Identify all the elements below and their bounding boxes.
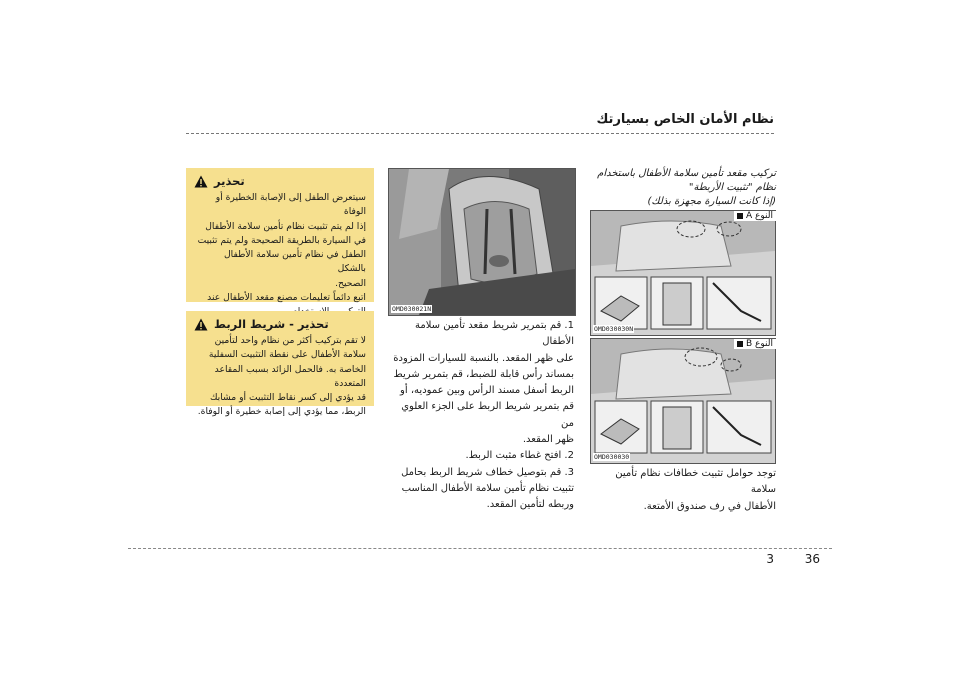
warning-line: اتبع دائماً تعليمات مصنع مقعد الأطفال عند bbox=[207, 292, 366, 304]
warning-title: تحذير bbox=[214, 174, 245, 188]
child-seat-photo bbox=[388, 168, 576, 316]
step-line: ظهر المقعد. bbox=[522, 434, 574, 446]
bullet-square-icon bbox=[737, 341, 743, 347]
figure-type-b bbox=[590, 338, 776, 464]
figure-b-label-wrap bbox=[734, 339, 776, 349]
warning-line: في السيارة بالطريقة الصحيحة ولم يتم تثبيت bbox=[197, 234, 366, 246]
page-number: 36 bbox=[804, 552, 820, 566]
page-header-title: نظام الأمان الخاص بسيارتك bbox=[596, 112, 774, 127]
warning-line: إذا لم يتم تثبيت نظام تأمين سلامة الأطفال bbox=[205, 220, 366, 232]
warning-line: الخاصة به. فالحمل الزائد بسبب المقاعد المتعددة bbox=[214, 363, 366, 389]
figure-type-a bbox=[590, 210, 776, 336]
step-line: قم بتمرير شريط الربط على الجزء العلوي من bbox=[401, 401, 574, 429]
step-line: 2. افتح غطاء مثبت الربط. bbox=[465, 450, 574, 462]
warning-line: لا تقم بتركيب أكثر من نظام واحد لتأمين bbox=[214, 335, 366, 346]
install-heading-line: نظام "تثبيت الأربطة" bbox=[688, 182, 776, 193]
warning-text bbox=[194, 191, 366, 320]
figure-b-code: OMD030030 bbox=[594, 453, 630, 461]
child-seat-illustration bbox=[389, 169, 575, 315]
footer-divider bbox=[128, 548, 832, 549]
step-line: 3. قم بتوصيل خطاف شريط الربط بحامل bbox=[401, 466, 574, 478]
figure-a-code: OMD030030N bbox=[594, 325, 634, 333]
caption-line: الأطفال في رف صندوق الأمتعة. bbox=[643, 500, 776, 512]
step-line: بمساند رأس قابلة للضبط، قم بتمرير شريط bbox=[393, 368, 574, 380]
bullet-square-icon bbox=[737, 213, 743, 219]
warning-line: الطفل في نظام تأمين سلامة الأطفال بالشكل bbox=[223, 249, 366, 275]
photo-code: OMD030021N bbox=[392, 305, 432, 313]
tether-warning-text bbox=[194, 334, 366, 420]
figure-a-label: النوع A bbox=[745, 211, 773, 221]
section-number: 3 bbox=[766, 552, 774, 566]
warning-line: قد يؤدي إلى كسر نقاط التثبيت أو مشابك bbox=[209, 392, 366, 404]
figure-b-label: النوع B bbox=[745, 339, 773, 349]
step-line: تثبيت نظام تأمين سلامة الأطفال المناسب bbox=[401, 482, 574, 494]
step-line: وربطه لتأمين المقعد. bbox=[486, 499, 574, 511]
header-divider bbox=[186, 133, 774, 134]
step-line: 1. قم بتمرير شريط مقعد تأمين سلامة الأطفال bbox=[414, 320, 574, 348]
install-heading-line: (إذا كانت السيارة مجهزة بذلك) bbox=[647, 196, 776, 207]
warning-line: سيتعرض الطفل إلى الإصابة الخطيرة أو الوفاة bbox=[215, 192, 366, 218]
tether-warning-title-row bbox=[194, 317, 366, 331]
warning-line: الصحيح. bbox=[335, 277, 366, 289]
figure-caption bbox=[588, 466, 776, 515]
warning-line: سلامة الأطفال على نقطة التثبيت السفلية bbox=[208, 349, 366, 361]
step-line: على ظهر المقعد. بالنسبة للسيارات المزودة bbox=[393, 352, 574, 364]
warning-triangle-icon bbox=[194, 318, 208, 331]
warning-box bbox=[186, 168, 374, 302]
install-heading bbox=[588, 167, 776, 209]
tether-warning-title: تحذير - شريط الربط bbox=[214, 317, 329, 331]
figure-a-label-wrap bbox=[734, 211, 776, 221]
step-line: الربط أسفل مسند الرأس وبين عموديه، أو bbox=[400, 385, 574, 397]
installation-steps bbox=[388, 318, 574, 514]
caption-line: توجد حوامل تثبيت خطافات نظام تأمين سلامة bbox=[615, 468, 776, 496]
warning-triangle-icon bbox=[194, 175, 208, 188]
trunk-anchor-illustration-a bbox=[591, 211, 775, 335]
trunk-anchor-illustration-b bbox=[591, 339, 775, 463]
install-heading-line: تركيب مقعد تأمين سلامة الأطفال باستخدام bbox=[597, 168, 776, 179]
warning-title-row bbox=[194, 174, 366, 188]
warning-line: الربط، مما يؤدي إلى إصابة خطيرة أو الوفاة. bbox=[197, 406, 366, 418]
tether-warning-box bbox=[186, 311, 374, 418]
